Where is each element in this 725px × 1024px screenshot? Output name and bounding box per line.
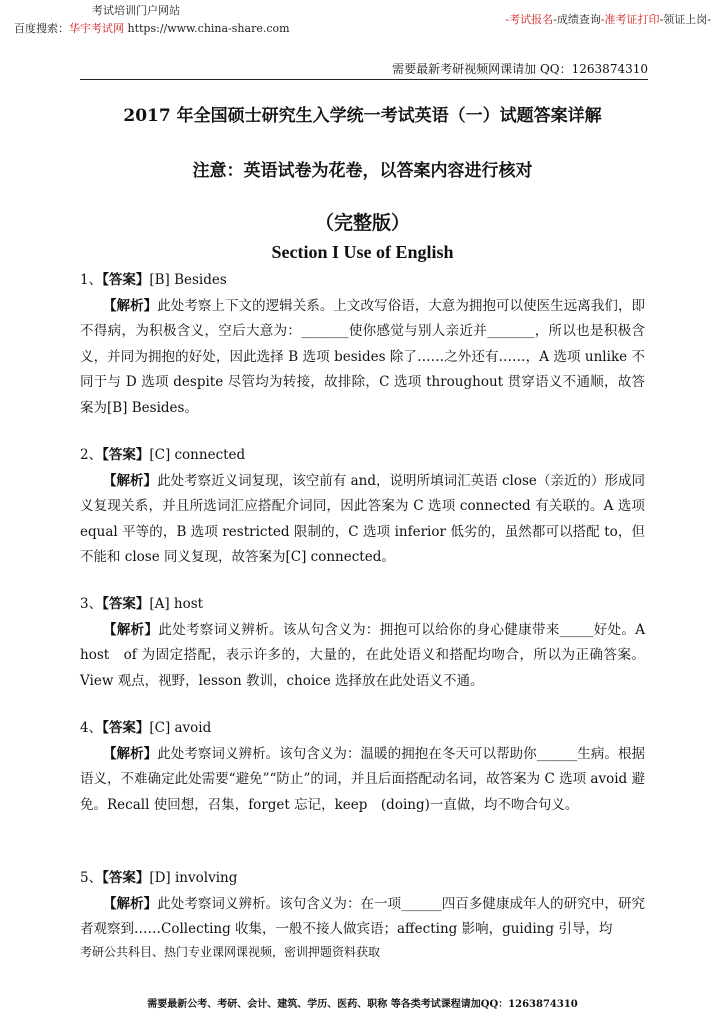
answer-line: 4、【答案】[C] avoid <box>80 720 212 736</box>
document-edition: （完整版） <box>314 212 410 234</box>
section-heading: Section I Use of English <box>271 242 454 262</box>
answer-line: 2、【答案】[C] connected <box>80 447 246 463</box>
explanation: 【解析】此处考察词义辨析。该从句含义为：拥抱可以给你的身心健康带来_____好处。A host of 为固定搭配，表示许多的，大量的，在此处语义和搭配均吻合，所以为正确答案。View 观点，视野，lesson 教训，choice 选择放在此处语义不通。 <box>80 621 659 689</box>
link-score-query[interactable]: -成绩查询 <box>553 13 601 26</box>
explanation: 【解析】此处考察词义辨析。该句含义为：在一项______四百多健康成年人的研究中，研究者观察到……Collecting 收集，一般不接人做宾语；affecting 影响，guiding 引导，均 <box>80 895 646 937</box>
site-title: 考试培训门户网站 <box>92 4 180 17</box>
footer-line-2: 需要最新公考、考研、会计、建筑、学历、医药、职称 等各类考试课程请加QQ：1263874310 <box>147 999 578 1010</box>
brand-link[interactable]: 华宇考试网 <box>69 22 124 35</box>
document-note: 注意：英语试卷为花卷，以答案内容进行核对 <box>192 161 533 181</box>
answer-line: 1、【答案】[B] Besides <box>80 272 227 288</box>
document-title: 2017 年全国硕士研究生入学统一考试英语（一）试题答案详解 <box>123 106 602 126</box>
link-admission-ticket[interactable]: -准考证打印 <box>600 13 660 26</box>
answer-line: 3、【答案】[A] host <box>80 596 204 612</box>
explanation: 【解析】此处考察词义辨析。该句含义为：温暖的拥抱在冬天可以帮助你______生病。根据语义，不难确定此处需要“避免”“防止”的词，并且后面搭配动名词，故答案为 C 选项 avoid 避免。Recall 使回想，召集，forget 忘记，keep (doing)一直做，均不吻合句义。 <box>80 745 646 813</box>
question-block-3 <box>80 592 659 694</box>
explanation: 【解析】此处考察近义词复现，该空前有 and，说明所填词汇英语 close（亲近的）形成同义复现关系，并且所选词汇应搭配介词同，因此答案为 C 选项 connected 有关联的。A 选项 equal 平等的，B 选项 restricted 限制的，C 选项 inferior 低劣的，虽然都可以搭配 to，但不能和 close 同义复现，故答案为[C] connected。 <box>80 472 646 565</box>
link-certificate[interactable]: -领证上岗- <box>659 13 711 26</box>
site-url[interactable]: https://www.china-share.com <box>127 22 290 35</box>
search-line <box>14 20 290 36</box>
top-links <box>505 11 711 27</box>
question-block-2 <box>80 443 645 571</box>
question-block-4 <box>80 716 645 818</box>
header-divider <box>80 79 648 80</box>
contact-line: 需要最新考研视频网课请加 QQ：1263874310 <box>392 62 648 76</box>
question-block-5 <box>80 866 645 943</box>
explanation: 【解析】此处考察上下文的逻辑关系。上文改写俗语，大意为拥抱可以使医生远离我们，即不得病，为积极含义，空后大意为：_______使你感觉与别人亲近并_______，所以也是积极含义，并同为拥抱的好处，因此选择 B 选项 besides 除了……之外还有……，A 选项 unlike 不同于与 D 选项 despite 尽管均为转接，故排除，C 选项 throughout 贯穿语义不通顺，故答案为[B] Besides。 <box>80 297 646 416</box>
link-exam-registration[interactable]: -考试报名 <box>505 13 554 26</box>
footer-line-1: 考研公共科目、热门专业课网课视频，密训押题资料获取 <box>80 945 381 959</box>
search-label: 百度搜索： <box>14 22 69 35</box>
question-block-1 <box>80 268 645 421</box>
answer-line: 5、【答案】[D] involving <box>80 870 238 886</box>
